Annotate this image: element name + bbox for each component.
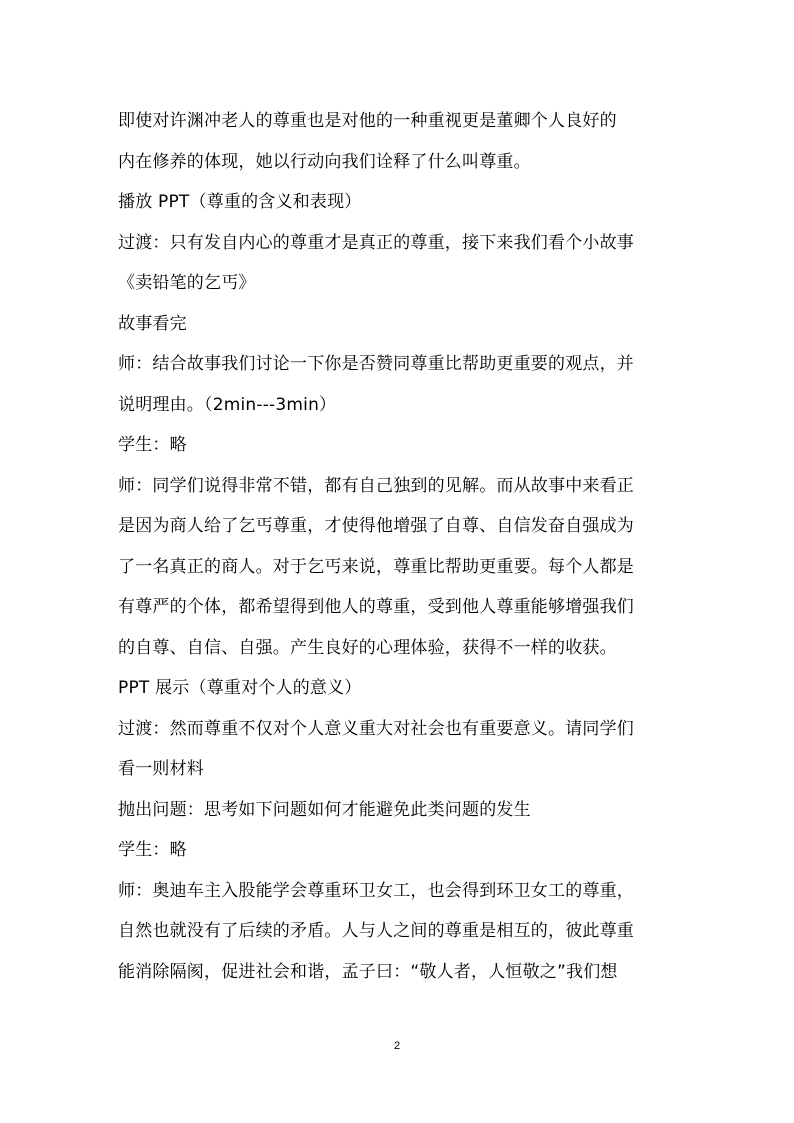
text-line: 过渡：只有发自内心的尊重才是真正的尊重，接下来我们看个小故事 <box>118 232 634 253</box>
text-line: 了一名真正的商人。对于乞丐来说，尊重比帮助更重要。每个人都是 <box>118 556 634 577</box>
text-line: 学生：略 <box>118 435 187 455</box>
text-line: 过渡：然而尊重不仅对个人意义重大对社会也有重要意义。请同学们 <box>118 718 634 739</box>
text-line: 《卖铅笔的乞丐》 <box>118 273 256 293</box>
text-line: 师：奥迪车主入股能学会尊重环卫女工，也会得到环卫女工的尊重， <box>118 880 634 901</box>
text-line: 说明理由。（2min---3min） <box>118 394 337 415</box>
text-line: 是因为商人给了乞丐尊重，才使得他增强了自尊、自信发奋自强成为 <box>118 516 634 536</box>
text-line: 有尊严的个体，都希望得到他人的尊重，受到他人尊重能够增强我们 <box>118 597 634 617</box>
text-line: PPT 展示（尊重对个人的意义） <box>118 678 362 698</box>
text-line: 师：同学们说得非常不错，都有自己独到的见解。而从故事中来看正 <box>118 475 634 496</box>
text-line: 抛出问题：思考如下问题如何才能避免此类问题的发生 <box>118 799 531 820</box>
text-line: 故事看完 <box>118 313 187 334</box>
body-text <box>118 101 678 992</box>
text-line: 看一则材料 <box>118 759 204 779</box>
text-line: 自然也就没有了后续的矛盾。人与人之间的尊重是相互的，彼此尊重 <box>118 921 634 941</box>
page-number: 2 <box>393 1040 401 1052</box>
text-line: 能消除隔阂，促进社会和谐，孟子曰：“敬人者，人恒敬之”我们想 <box>118 961 618 982</box>
text-line: 播放 PPT（尊重的含义和表现） <box>118 192 362 212</box>
text-line: 师：结合故事我们讨论一下你是否赞同尊重比帮助更重要的观点，并 <box>118 354 634 374</box>
text-line: 即使对许渊冲老人的尊重也是对他的一种重视更是董卿个人良好的 <box>118 111 617 131</box>
text-line: 内在修养的体现，她以行动向我们诠释了什么叫尊重。 <box>118 151 531 172</box>
text-line: 学生：略 <box>118 840 187 860</box>
text-line: 的自尊、自信、自强。产生良好的心理体验，获得不一样的收获。 <box>118 637 617 658</box>
